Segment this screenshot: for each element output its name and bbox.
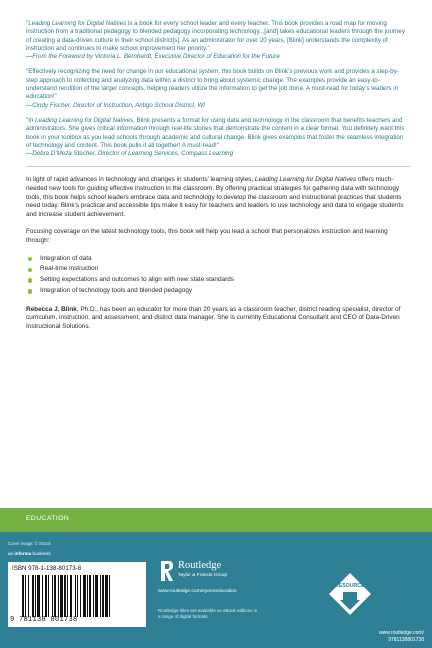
divider: [26, 166, 410, 167]
barcode-icon: [22, 575, 140, 617]
barcode-bar: [22, 575, 24, 617]
eresources-isbn[interactable]: 9781138801738: [388, 637, 424, 643]
barcode-bar: [28, 575, 29, 617]
publisher-url[interactable]: www.routledge.com/eyeoneducation: [158, 589, 237, 594]
endorsement-text: , Blink presents a format for using data and technology in the classroom that benefits teachers and administrators. She gives critical information through real-life stories that demonstrate the content in a clear format. You definitely want this book in your toolbox as you lead schools through academic and cultural change. Blink gives examples that foster the seamless integration of technology and content. This book pulls it all together! A must-read!": [26, 116, 405, 149]
barcode-bar: [93, 575, 94, 617]
barcode-bar: [35, 575, 36, 617]
endorsement-attribution: —From the Foreword by Victoria L. Bernhardt, Executive Director of Education for the Future: [26, 53, 280, 61]
barcode-bar: [52, 575, 53, 617]
eresources-url[interactable]: www.routledge.com/: [378, 630, 424, 636]
barcode-bar: [64, 575, 66, 617]
barcode-bar: [58, 575, 59, 617]
bullet-icon: [28, 278, 32, 282]
eresources-label: eRESOURCES: [332, 583, 368, 589]
bullet-icon: [28, 268, 32, 272]
barcode-bar: [67, 575, 68, 617]
publisher-group: Taylor & Francis Group: [178, 573, 228, 578]
barcode-bar: [37, 575, 40, 617]
barcode-bar: [77, 575, 78, 617]
endorsement-text: "Effectively recognizing the need for change in our educational system, this book builds on Blink’s previous work and provides a step-by-step approach to collecting and analyzing data within a district to bring about systemic change. The examples provide an easy-to-understand rendition of the larger concepts, helping readers utilize the information to get the job done. A must-read for today’s leaders in education!": [26, 68, 399, 101]
focus-paragraph: Focusing coverage on the latest technology tools, this book will help you lead a school that personalizes instruction and learning through:: [26, 228, 388, 245]
barcode-digits: 9 781138 801738: [10, 616, 78, 624]
description-paragraph: In light of rapid advances in technology and changes in students’ learning styles, Leading Learning for Digital Natives offers much-needed new tools for guiding effective instruction in the classroom. By offering practical strategies for gathering data with technology tools, this book helps school leaders embrace data and technology to develop the classroom and instructional practices that students need today. Blink’s practical and accessible tips make it easy for teachers and leaders to use technology and data to engage students and increase student achievement.: [26, 176, 404, 218]
barcode-bar: [70, 575, 72, 617]
barcode-bar: [32, 575, 34, 617]
list-item: Integration of technology tools and blended pedagogy: [26, 287, 410, 296]
barcode-bar: [102, 575, 104, 617]
endorsement-attribution: —Cindy Fischer, Director of Instruction, Antigo School District, WI: [26, 101, 205, 109]
book-title-ref: Leading Learning for Digital Natives: [28, 20, 127, 27]
book-title-ref: Leading Learning for Digital Natives: [254, 176, 357, 184]
barcode-bar: [60, 575, 63, 617]
list-item: Real-time instruction: [26, 265, 410, 274]
barcode-bar: [83, 575, 86, 617]
barcode-bar: [100, 575, 101, 617]
endorsement-1: "Leading Learning for Digital Natives is a book for every school leader and every teacher. This book provides a road map for moving instruction from a traditional pedagogy to blended pedagogy incorporating technology...[and] takes educational leaders through the journey of creating a data-driven culture in their school district[s]. As an administrator for over 20 years, [Blink] understands the complexity of instruction and continues to make school improvement her priority." —From the Foreword by Victoria L. Bernhardt, Executive Director of Education for the Future: [26, 20, 410, 61]
endorsement-3: "In Leading Learning for Digital Natives, Blink presents a format for using data and technology in the classroom that benefits teachers and administrators. She gives critical information through real-life stories that demonstrate the content in a clear format. You definitely want this book in your toolbox as you lead schools through academic and cultural change. Blink gives examples that foster the seamless integration of technology and content. This book pulls it all together! A must-read!" —Debra D’Meza Stecher, Director of Learning Services, Compass Learning: [26, 117, 410, 158]
list-item: Setting expectations and outcomes to align with new state standards: [26, 276, 410, 285]
back-cover-text: [26, 20, 410, 338]
publisher-name: Routledge: [178, 560, 222, 571]
publisher-footer: [0, 532, 432, 648]
endorsement-text: is a book for every school leader and every teacher. This book provides a road map for moving instruction from a traditional pedagogy to blended pedagogy incorporating technology...[and] takes educational leaders through the journey of creating a data-driven culture in their school district[s]. As an administrator for over 20 years, [Blink] understands the complexity of instruction and continues to make school improvement her priority.": [26, 20, 405, 52]
barcode-bar: [87, 575, 88, 617]
isbn-label: ISBN 978-1-138-80173-8: [12, 565, 82, 572]
endorsement-attribution: —Debra D’Meza Stecher, Director of Learning Services, Compass Learning: [26, 150, 234, 158]
cover-image-credit: Cover image: © iStock: [8, 541, 51, 546]
category-label: EDUCATION: [26, 515, 70, 522]
bullet-icon: [28, 289, 32, 293]
barcode-bar: [95, 575, 98, 617]
isbn-barcode: [8, 562, 146, 627]
eresources-icon: [328, 572, 372, 624]
barcode-bar: [54, 575, 56, 617]
endorsement-2: [26, 68, 410, 109]
barcode-bar: [25, 575, 26, 617]
barcode-bar: [48, 575, 49, 617]
barcode-bar: [42, 575, 43, 617]
barcode-bar: [109, 575, 110, 617]
barcode-bar: [105, 575, 108, 617]
informa-business-tag: an informa business: [8, 551, 51, 556]
barcode-bar: [45, 575, 47, 617]
book-title-ref: Leading Learning for Digital Natives: [35, 116, 134, 124]
ebook-note: Routledge titles are available as eBook editions in a range of digital formats: [158, 608, 258, 620]
barcode-bar: [75, 575, 76, 617]
author-name: Rebecca J. Blink: [26, 305, 77, 313]
barcode-bar: [89, 575, 91, 617]
list-item: Integration of data: [26, 255, 410, 264]
routledge-logo-icon: [158, 560, 174, 582]
author-bio: Rebecca J. Blink, Ph.D., has been an educator for more than 20 years as a classroom teacher, district reading specialist, director of curriculum, instruction, and assessment, and district data manager. She is currently Educational Consultant and CEO of Data-Driven Instructional Solutions.: [26, 305, 401, 330]
bullet-icon: [28, 257, 32, 261]
barcode-bar: [80, 575, 81, 617]
feature-list: [26, 255, 410, 296]
category-band: [0, 508, 432, 532]
